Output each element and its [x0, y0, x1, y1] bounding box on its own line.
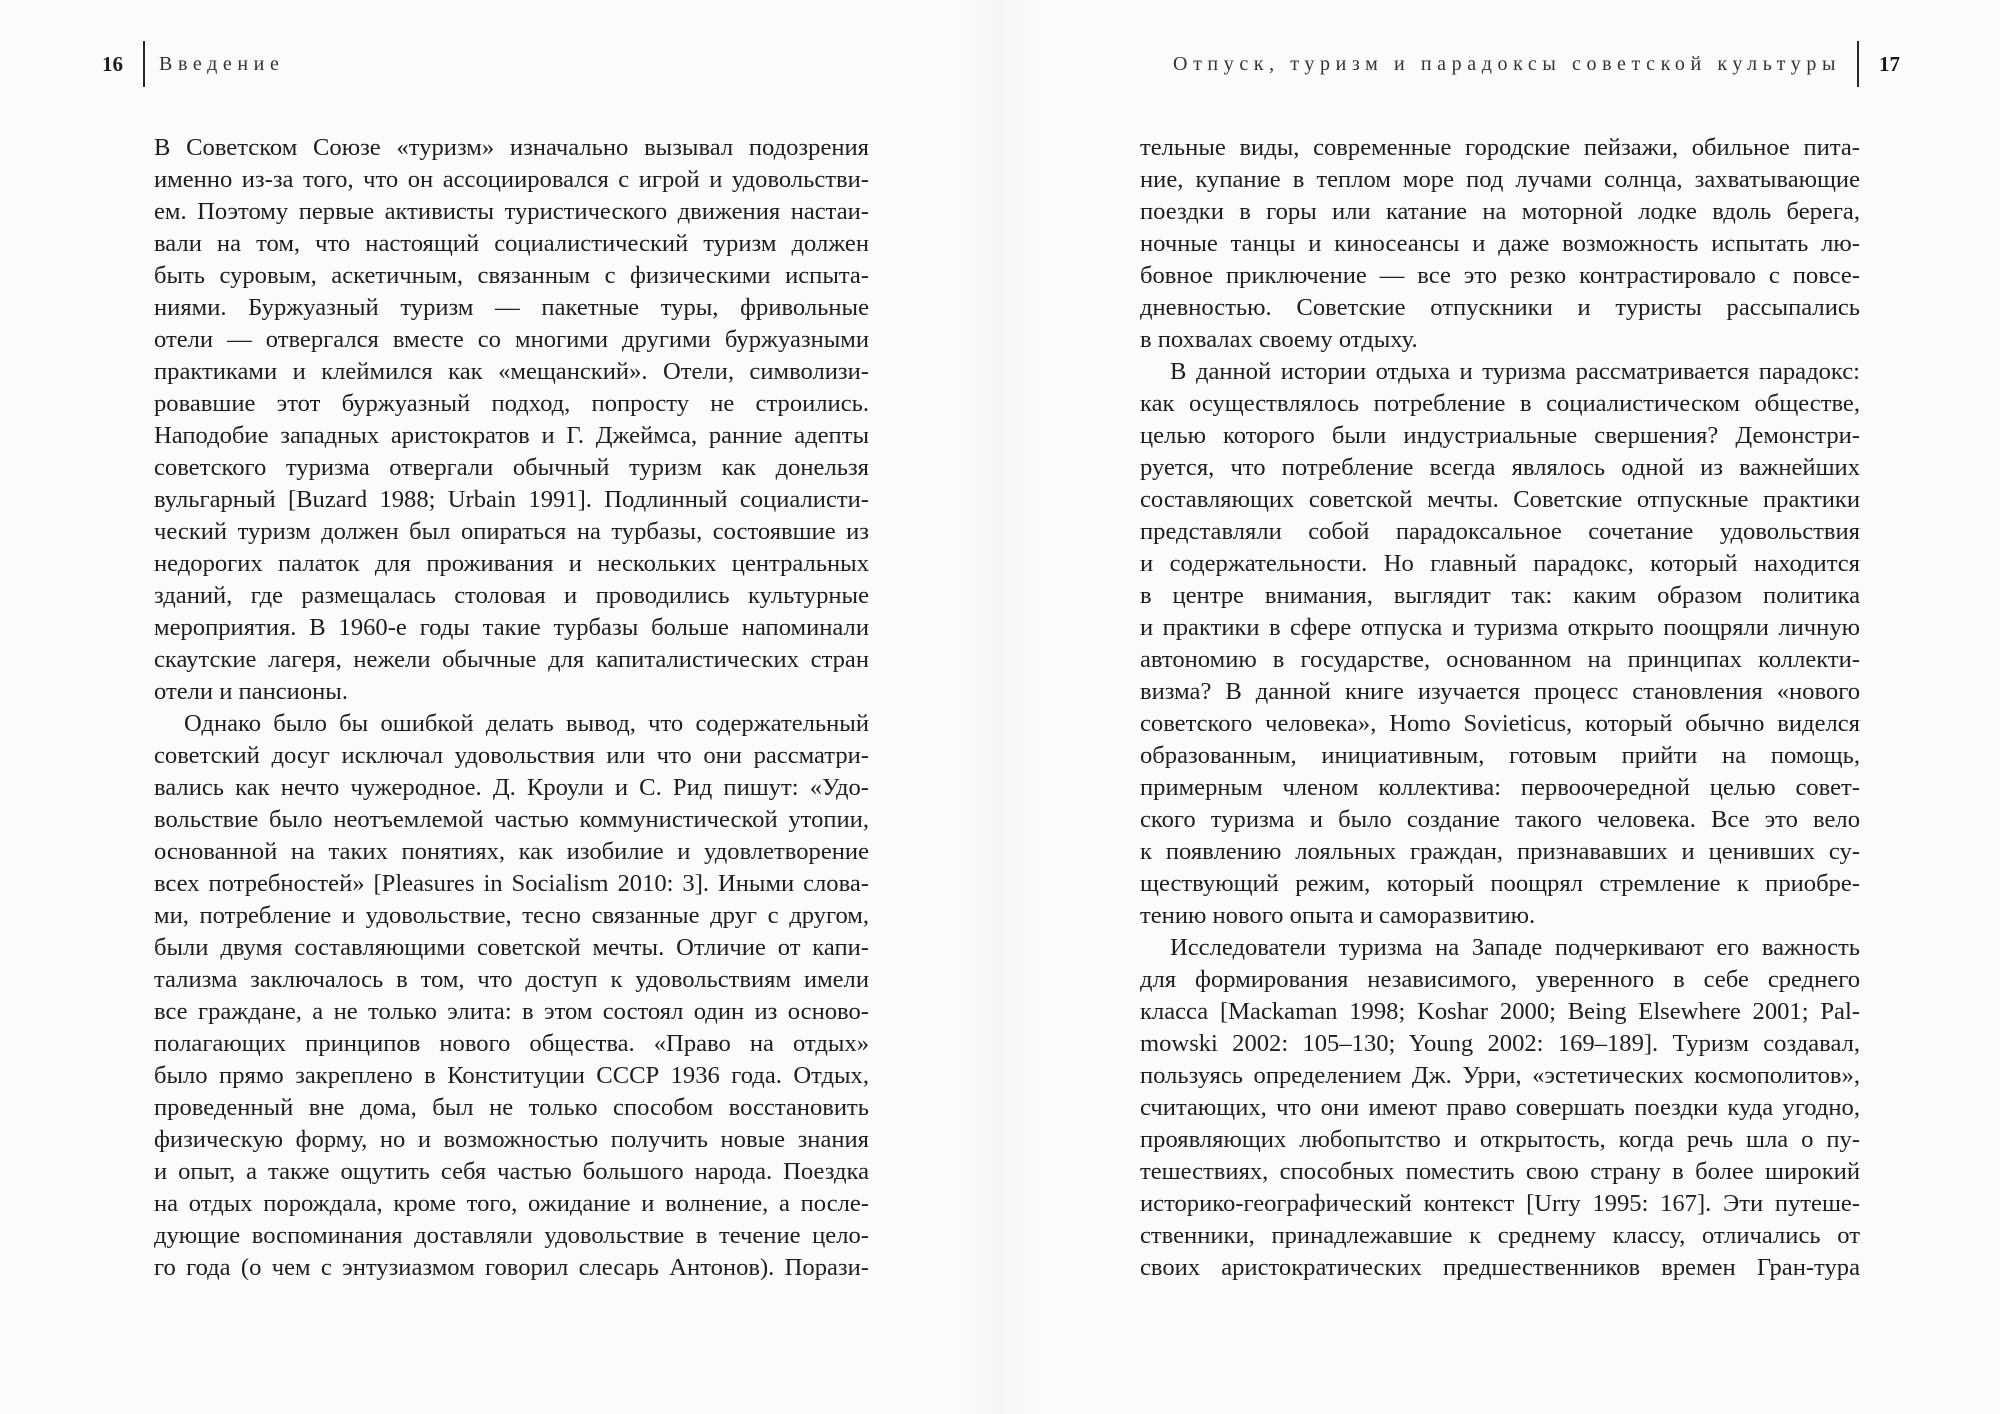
text-line: проведенный вне дома, был не только способом восстановить	[154, 1094, 869, 1121]
text-line: все граждане, а не только элита: в этом состоял один из осново-	[154, 998, 869, 1025]
text-line: визма? В данной книге изучается процесс становления «нового	[1140, 678, 1860, 705]
text-line: отели и пансионы.	[154, 678, 348, 705]
text-line: быть суровым, аскетичным, связанным с физическими испыта-	[154, 262, 869, 289]
text-line: и практики в сфере отпуска и туризма открыто поощряли личную	[1140, 614, 1860, 641]
text-line: дующие воспоминания доставляли удовольствие в течение цело-	[154, 1222, 869, 1249]
text-line: ние, купание в теплом море под лучами солнца, захватывающие	[1140, 166, 1860, 193]
text-line: проявляющих любопытство и открытость, когда речь шла о пу-	[1140, 1126, 1860, 1153]
text-line: Исследователи туризма на Западе подчеркивают его важность	[1170, 934, 1860, 961]
text-line: ществующий режим, который поощрял стремление к приобре-	[1140, 870, 1860, 897]
text-line: поездки в горы или катание на моторной лодке вдоль берега,	[1140, 198, 1860, 225]
left-running-header	[102, 44, 284, 84]
text-line: В Советском Союзе «туризм» изначально вызывал подозрения	[154, 134, 869, 161]
text-line: зданий, где размещалась столовая и проводились культурные	[154, 582, 869, 609]
text-line: на отдых порождала, кроме того, ожидание и волнение, а после-	[154, 1190, 869, 1217]
text-line: тализма заключалось в том, что доступ к удовольствиям имели	[154, 966, 869, 993]
text-line: в похвалах своему отдыху.	[1140, 326, 1418, 353]
text-line: в центре внимания, выглядит так: каким образом политика	[1140, 582, 1860, 609]
text-line: го года (о чем с энтузиазмом говорил слесарь Антонов). Порази-	[154, 1254, 869, 1281]
text-line: считающих, что они имеют право совершать поездки куда угодно,	[1140, 1094, 1860, 1121]
text-line: автономию в государстве, основанном на принципах коллекти-	[1140, 646, 1860, 673]
text-line: вались как нечто чужеродное. Д. Кроули и С. Рид пишут: «Удо-	[154, 774, 869, 801]
text-line: физическую форму, но и возможностью получить новые знания	[154, 1126, 869, 1153]
text-line: ниями. Буржуазный туризм — пакетные туры, фривольные	[154, 294, 869, 321]
running-head-title: Отпуск, туризм и парадоксы советской культуры	[1173, 52, 1841, 75]
text-line: полагающих принципов нового общества. «Право на отдых»	[154, 1030, 869, 1057]
header-divider	[1857, 41, 1859, 87]
text-line: практиками и клеймился как «мещанский». Отели, символизи-	[154, 358, 869, 385]
running-head-title: Введение	[159, 52, 285, 75]
text-line: скаутские лагеря, нежели обычные для капиталистических стран	[154, 646, 869, 673]
text-line: основанной на таких понятиях, как изобилие и удовлетворение	[154, 838, 869, 865]
text-line: ственники, принадлежавшие к среднему классу, отличались от	[1140, 1222, 1860, 1249]
text-line: отели — отвергался вместе со многими другими буржуазными	[154, 326, 869, 353]
text-line: историко-географический контекст [Urry 1995: 167]. Эти путеше-	[1140, 1190, 1860, 1217]
text-line: ем. Поэтому первые активисты туристического движения настаи-	[154, 198, 869, 225]
text-line: своих аристократических предшественников времен Гран-тура	[1140, 1254, 1860, 1281]
text-line: ческий туризм должен был опираться на турбазы, состоявшие из	[154, 518, 869, 545]
text-line: недорогих палаток для проживания и нескольких центральных	[154, 550, 869, 577]
text-line: именно из-за того, что он ассоциировался с игрой и удовольстви-	[154, 166, 869, 193]
text-line: класса [Mackaman 1998; Koshar 2000; Being Elsewhere 2001; Pal-	[1140, 998, 1860, 1025]
text-line: представляли собой парадоксальное сочетание удовольствия	[1140, 518, 1860, 545]
text-line: пользуясь определением Дж. Урри, «эстетических космополитов»,	[1140, 1062, 1860, 1089]
text-line: и опыт, а также ощутить себя частью большого народа. Поездка	[154, 1158, 869, 1185]
text-line: и содержательности. Но главный парадокс, который находится	[1140, 550, 1860, 577]
text-line: целью которого были индустриальные свершения? Демонстри-	[1140, 422, 1860, 449]
right-running-header	[1173, 44, 1900, 84]
text-line: образованным, инициативным, готовым прийти на помощь,	[1140, 742, 1860, 769]
text-line: тельные виды, современные городские пейзажи, обильное пита-	[1140, 134, 1860, 161]
text-line: ночные танцы и киносеансы и даже возможность испытать лю-	[1140, 230, 1860, 257]
text-line: В данной истории отдыха и туризма рассматривается парадокс:	[1170, 358, 1860, 385]
text-line: всех потребностей» [Pleasures in Socialism 2010: 3]. Иными слова-	[154, 870, 869, 897]
text-line: ровавшие этот буржуазный подход, попросту не строились.	[154, 390, 869, 417]
text-line: ми, потребление и удовольствие, тесно связанные друг с другом,	[154, 902, 869, 929]
page-number: 17	[1879, 51, 1900, 76]
text-line: мероприятия. В 1960-е годы такие турбазы больше напоминали	[154, 614, 869, 641]
text-line: дневностью. Советские отпускники и туристы рассыпались	[1140, 294, 1860, 321]
text-line: вали на том, что настоящий социалистический туризм должен	[154, 230, 869, 257]
text-line: руется, что потребление всегда являлось одной из важнейших	[1140, 454, 1860, 481]
text-line: составляющих советской мечты. Советские отпускные практики	[1140, 486, 1860, 513]
text-line: вольствие было неотъемлемой частью коммунистической утопии,	[154, 806, 869, 833]
text-line: для формирования независимого, уверенного в себе среднего	[1140, 966, 1860, 993]
page-number: 16	[102, 51, 123, 76]
text-line: ского туризма и было создание такого человека. Все это вело	[1140, 806, 1860, 833]
right-page	[1000, 0, 2000, 1414]
text-line: примерным членом коллектива: первоочередной целью совет-	[1140, 774, 1860, 801]
text-line: было прямо закреплено в Конституции СССР 1936 года. Отдых,	[154, 1062, 869, 1089]
text-line: бовное приключение — все это резко контрастировало с повсе-	[1140, 262, 1860, 289]
text-line: Однако было бы ошибкой делать вывод, что содержательный	[184, 710, 869, 737]
text-line: советского туризма отвергали обычный туризм как донельзя	[154, 454, 869, 481]
text-line: советский досуг исключал удовольствия или что они рассматри-	[154, 742, 869, 769]
text-line: как осуществлялось потребление в социалистическом обществе,	[1140, 390, 1860, 417]
text-line: тешествиях, способных поместить свою страну в более широкий	[1140, 1158, 1860, 1185]
text-line: Наподобие западных аристократов и Г. Джеймса, ранние адепты	[154, 422, 869, 449]
text-line: тению нового опыта и саморазвитию.	[1140, 902, 1536, 929]
text-line: к появлению лояльных граждан, признававших и ценивших су-	[1140, 838, 1860, 865]
text-line: вульгарный [Buzard 1988; Urbain 1991]. Подлинный социалисти-	[154, 486, 869, 513]
text-line: советского человека», Homo Sovieticus, который обычно виделся	[1140, 710, 1860, 737]
text-line: были двумя составляющими советской мечты. Отличие от капи-	[154, 934, 869, 961]
text-line: mowski 2002: 105–130; Young 2002: 169–189]. Туризм создавал,	[1140, 1030, 1860, 1057]
header-divider	[143, 41, 145, 87]
